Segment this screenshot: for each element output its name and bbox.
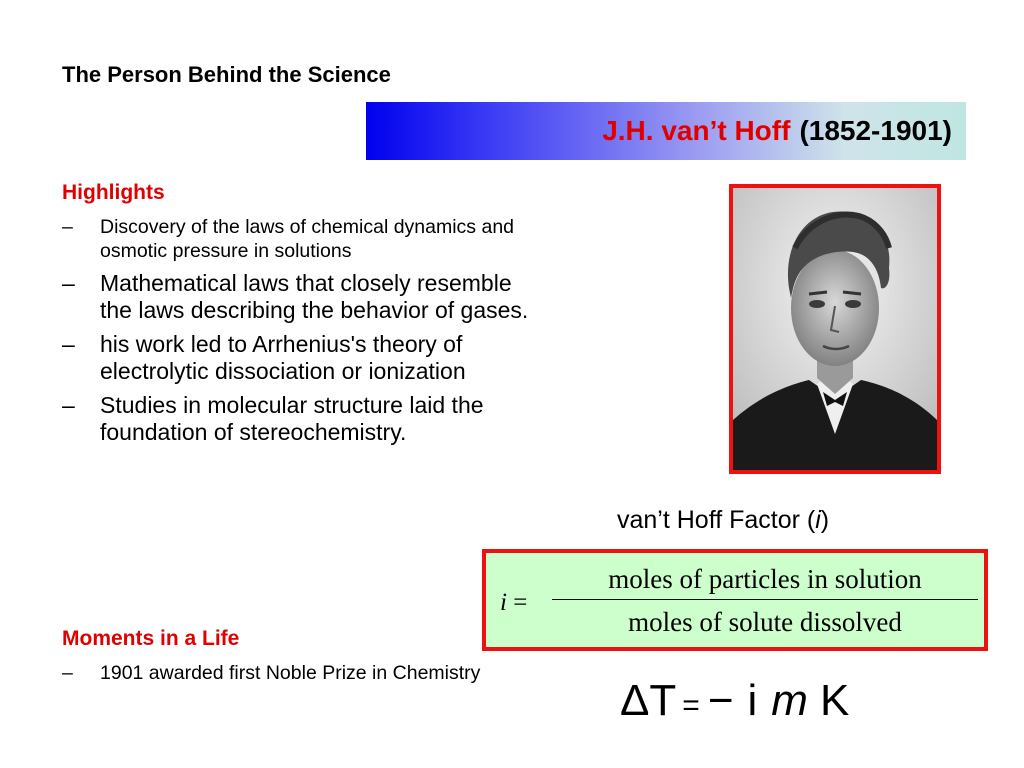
portrait-photo — [729, 184, 941, 474]
highlight-text: Mathematical laws that closely resemble the laws describing the behavior of gases. — [100, 270, 529, 323]
bullet-dash: – — [62, 662, 73, 684]
name-banner — [366, 102, 966, 160]
person-name: J.H. van’t Hoff — [602, 115, 791, 146]
equation-k: K — [819, 676, 850, 725]
bullet-dash: – — [62, 392, 75, 418]
highlight-text: Discovery of the laws of chemical dynamics and osmotic pressure in solutions — [100, 216, 515, 262]
portrait-photo-icon — [733, 188, 937, 470]
bullet-dash: – — [62, 216, 73, 238]
factor-label-prefix: van’t Hoff Factor ( — [617, 506, 816, 534]
vant-hoff-formula — [482, 549, 988, 651]
equation-i: i — [747, 676, 758, 725]
highlight-text: Studies in molecular structure laid the foundation of stereochemistry. — [100, 392, 484, 445]
formula-numerator: moles of particles in solution — [608, 564, 922, 594]
person-years: (1852-1901) — [799, 115, 952, 146]
highlight-item — [62, 270, 532, 324]
delta-t-equation — [620, 676, 849, 726]
moments-heading: Moments in a Life — [62, 627, 240, 650]
moment-text: 1901 awarded first Noble Prize in Chemistry — [100, 662, 481, 684]
highlight-item — [62, 331, 532, 385]
formula-lhs — [500, 589, 527, 617]
fraction-bar — [552, 599, 978, 600]
delta-t: ΔT — [620, 676, 677, 725]
moments-list — [62, 661, 502, 692]
factor-label-var: i — [815, 506, 821, 534]
bullet-dash: – — [62, 270, 75, 296]
formula-lhs-eq: = — [513, 589, 528, 616]
formula-lhs-var: i — [500, 589, 507, 616]
highlight-text: his work led to Arrhenius's theory of electrolytic dissociation or ionization — [100, 331, 466, 384]
highlight-item — [62, 392, 532, 446]
equation-equals: = — [682, 689, 700, 722]
formula-denominator: moles of solute dissolved — [628, 607, 902, 637]
vant-hoff-factor-label — [617, 506, 829, 535]
equation-minus: − — [707, 676, 734, 725]
formula-fraction — [552, 561, 978, 640]
moment-item — [62, 661, 502, 685]
equation-m: m — [771, 676, 808, 725]
factor-label-suffix: ) — [820, 506, 830, 534]
bullet-dash: – — [62, 331, 75, 357]
highlights-heading: Highlights — [62, 181, 165, 204]
slide-title: The Person Behind the Science — [62, 62, 391, 87]
highlight-item — [62, 215, 532, 263]
highlights-list — [62, 215, 532, 453]
